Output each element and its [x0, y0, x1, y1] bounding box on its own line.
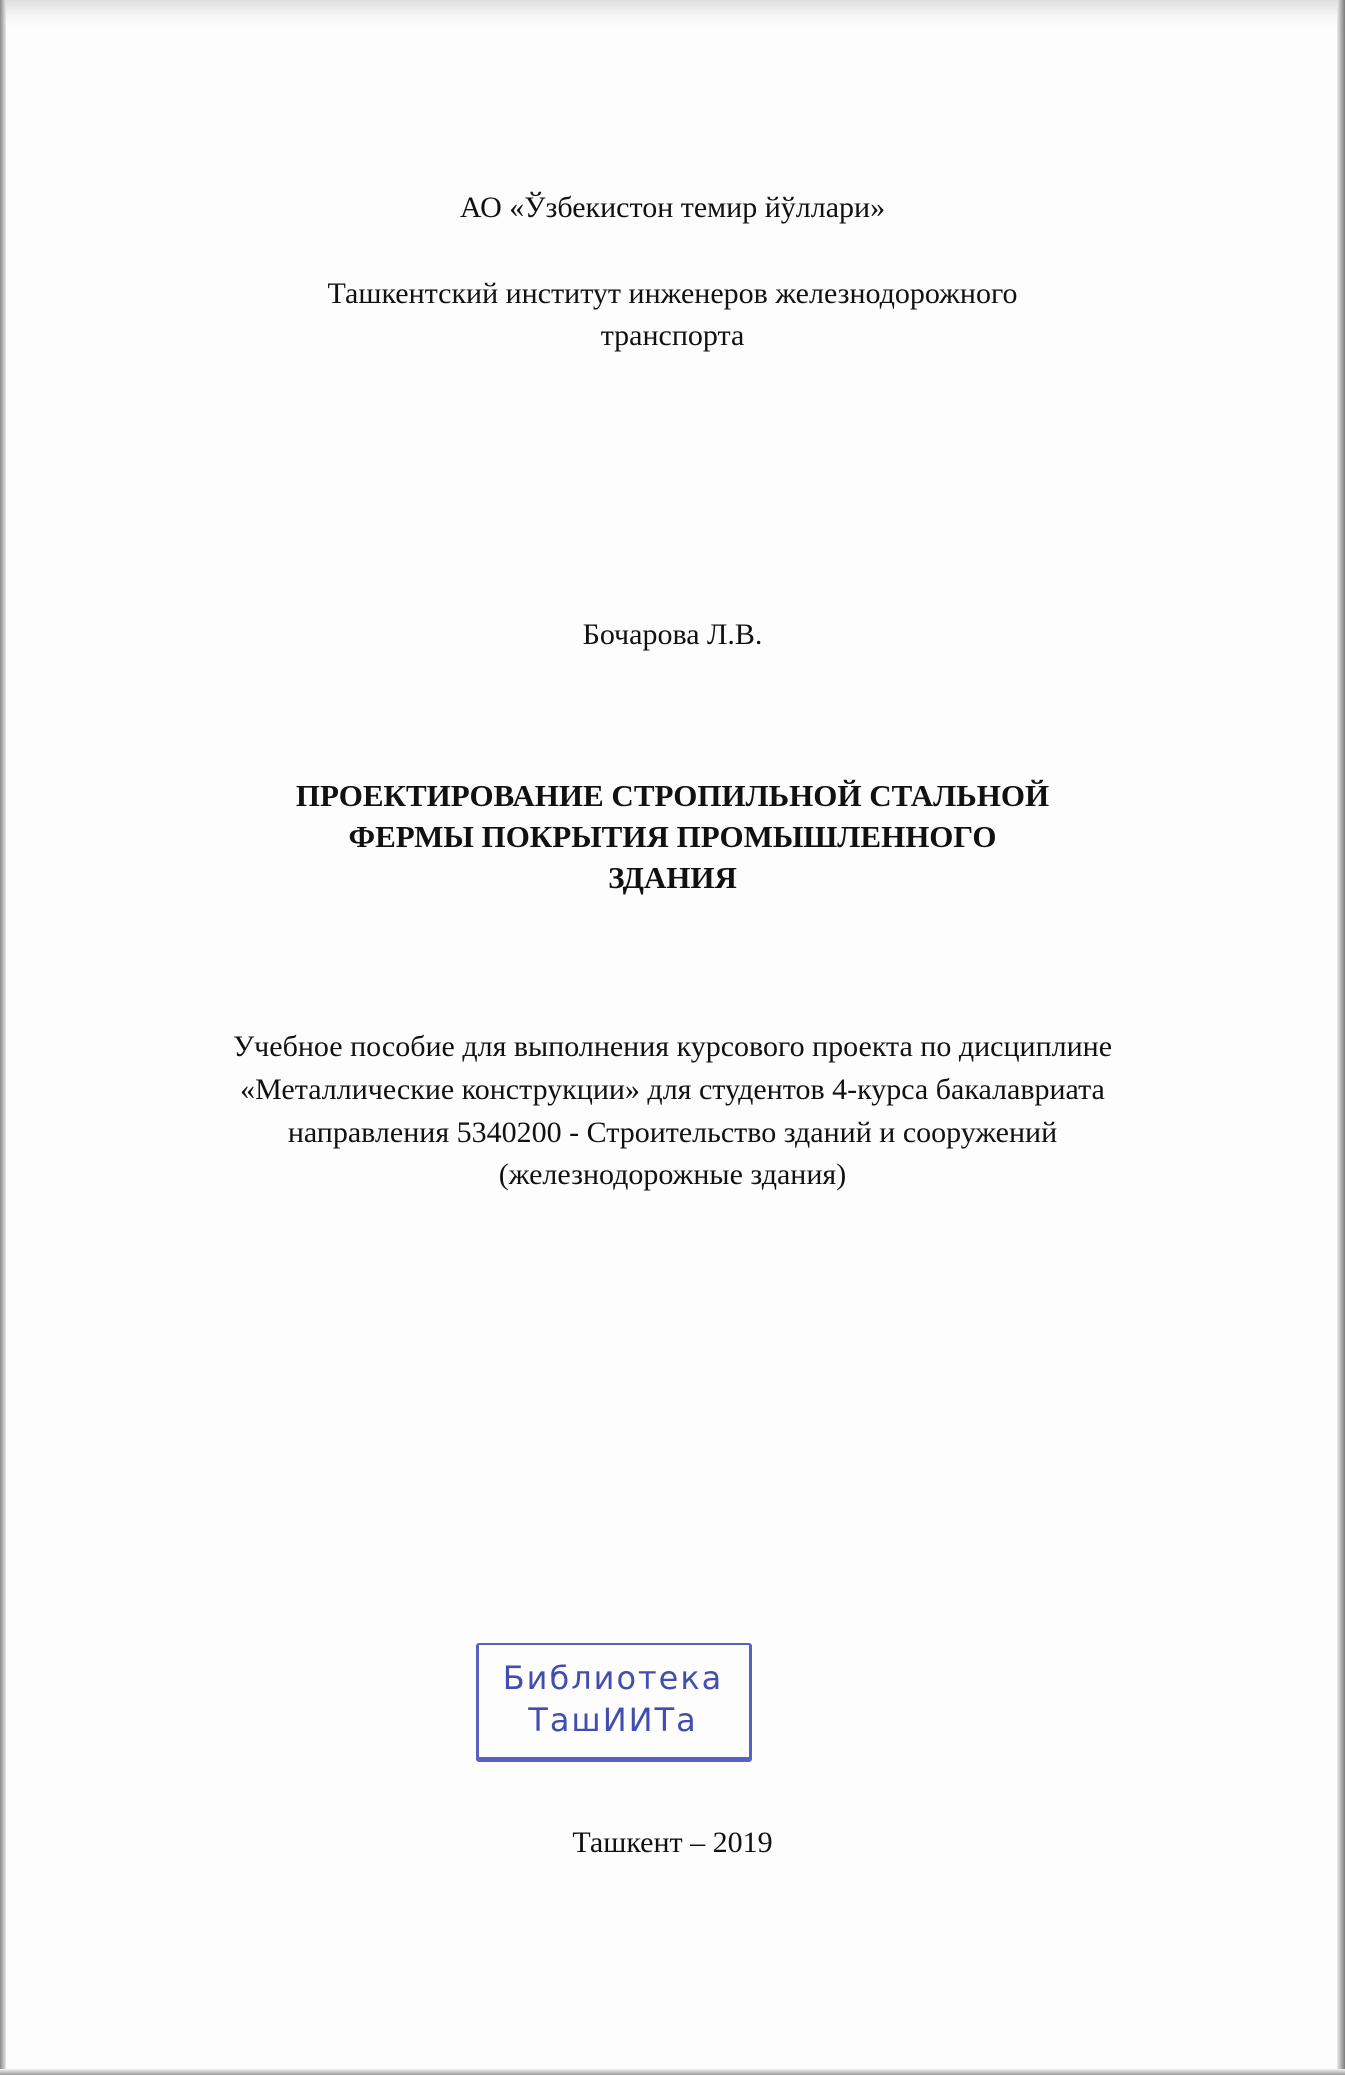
author-name: Бочарова Л.В.: [582, 618, 763, 651]
description-line-4: (железнодорожные здания): [498, 1158, 847, 1191]
institute-name-line-2: транспорта: [600, 319, 745, 352]
stamp-text-line-2: ТашИИТа: [528, 1701, 698, 1739]
description-line-2: «Металлические конструкции» для студентов 4-курса бакалавриата: [240, 1073, 1105, 1106]
description-line-1: Учебное пособие для выполнения курсового проекта по дисциплине: [232, 1030, 1113, 1063]
scan-top-edge: [0, 0, 1345, 28]
stamp-text-line-1: Библиотека: [502, 1659, 724, 1697]
document-title-line-1: ПРОЕКТИРОВАНИЕ СТРОПИЛЬНОЙ СТАЛЬНОЙ: [295, 778, 1050, 813]
organization-name: АО «Ўзбекистон темир йўллари»: [459, 191, 886, 224]
document-title-line-2: ФЕРМЫ ПОКРЫТИЯ ПРОМЫШЛЕННОГО: [348, 819, 997, 854]
city-year: Ташкент – 2019: [572, 1826, 773, 1859]
document-title-line-3: ЗДАНИЯ: [608, 860, 737, 895]
description-line-3: направления 5340200 - Строительство зданий и сооружений: [287, 1116, 1058, 1149]
scan-bottom-edge: [0, 2069, 1345, 2075]
library-stamp: [476, 1643, 750, 1761]
institute-name-line-1: Ташкентский институт инженеров железнодорожного: [327, 277, 1018, 310]
